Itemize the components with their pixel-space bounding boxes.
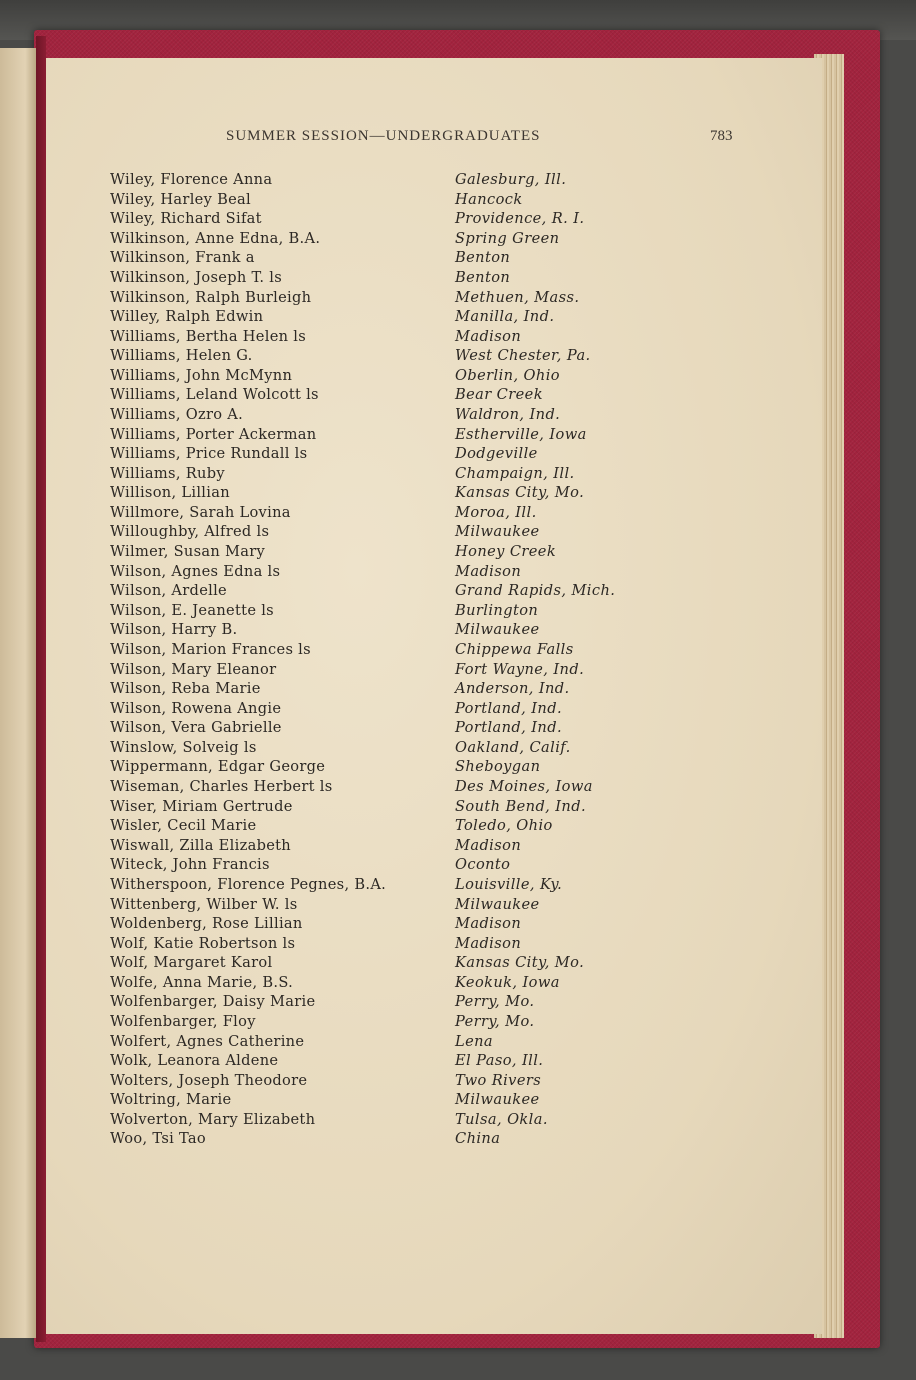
- student-hometown: Milwaukee: [455, 621, 540, 639]
- student-name: Wolverton, Mary Elizabeth: [110, 1110, 316, 1128]
- book-gutter: [36, 36, 46, 1342]
- student-hometown: Madison: [455, 836, 522, 854]
- student-name: Witeck, John Francis: [110, 856, 270, 874]
- student-hometown: Madison: [455, 327, 522, 345]
- student-hometown: South Bend, Ind.: [455, 797, 587, 815]
- student-name: Wiley, Richard Sifat: [110, 210, 262, 228]
- student-name: Wilson, Reba Marie: [110, 680, 261, 698]
- student-name: Wilmer, Susan Mary: [110, 543, 266, 560]
- student-hometown: Madison: [455, 562, 522, 580]
- student-name: Williams, Ozro A.: [110, 406, 244, 423]
- student-name: Williams, Helen G.: [110, 347, 253, 365]
- student-name: Woltring, Marie: [110, 1091, 232, 1109]
- student-hometown: Toledo, Ohio: [455, 817, 553, 835]
- student-hometown: Kansas City, Mo.: [455, 484, 585, 502]
- student-name: Wisler, Cecil Marie: [110, 817, 257, 835]
- student-name: Winslow, Solveig ls: [110, 738, 257, 756]
- student-name: Wolfe, Anna Marie, B.S.: [110, 973, 294, 991]
- student-hometown: El Paso, Ill.: [455, 1052, 544, 1070]
- student-hometown: Tulsa, Okla.: [455, 1110, 548, 1128]
- student-hometown: Madison: [455, 934, 522, 952]
- student-name: Williams, Bertha Helen ls: [110, 327, 307, 345]
- student-name: Wolfert, Agnes Catherine: [110, 1032, 305, 1050]
- student-name: Wiser, Miriam Gertrude: [110, 797, 293, 815]
- student-name: Wilson, Vera Gabrielle: [110, 719, 282, 737]
- student-name: Wilson, Harry B.: [110, 621, 238, 639]
- student-name: Williams, Leland Wolcott ls: [110, 386, 319, 404]
- student-hometown: Hancock: [455, 190, 523, 208]
- running-head: SUMMER SESSION—UNDERGRADUATES: [226, 128, 541, 144]
- student-name: Wilkinson, Joseph T. ls: [110, 268, 283, 286]
- student-name: Wilson, E. Jeanette ls: [110, 601, 274, 619]
- student-name: Willmore, Sarah Lovina: [110, 503, 291, 521]
- student-hometown: Oakland, Calif.: [455, 738, 571, 756]
- student-hometown: China: [455, 1130, 501, 1148]
- student-hometown: Estherville, Iowa: [455, 425, 587, 443]
- student-hometown: Honey Creek: [455, 543, 557, 560]
- student-name: Wiseman, Charles Herbert ls: [110, 778, 333, 795]
- student-name: Wiswall, Zilla Elizabeth: [110, 836, 292, 854]
- student-hometown: Waldron, Ind.: [455, 406, 561, 423]
- student-name: Woo, Tsi Tao: [110, 1130, 207, 1148]
- previous-page-edge: [0, 48, 36, 1338]
- student-hometown: Milwaukee: [455, 1091, 540, 1109]
- student-hometown: Benton: [455, 249, 511, 267]
- student-name: Willoughby, Alfred ls: [110, 523, 270, 541]
- student-hometown: Portland, Ind.: [455, 719, 562, 737]
- student-name: Wittenberg, Wilber W. ls: [110, 895, 298, 913]
- student-name: Wilson, Mary Eleanor: [110, 660, 277, 678]
- student-hometown: Spring Green: [455, 229, 560, 247]
- student-name: Wippermann, Edgar George: [110, 758, 326, 776]
- student-hometown: Benton: [455, 268, 511, 286]
- student-name: Wolf, Margaret Karol: [110, 954, 273, 972]
- student-name: Williams, Ruby: [110, 464, 225, 482]
- student-hometown: Lena: [455, 1032, 494, 1050]
- student-name: Williams, Porter Ackerman: [110, 425, 317, 443]
- student-hometown: Grand Rapids, Mich.: [455, 582, 616, 600]
- student-hometown: Champaign, Ill.: [455, 464, 575, 482]
- student-name: Wolf, Katie Robertson ls: [110, 934, 296, 952]
- student-name: Williams, John McMynn: [110, 366, 293, 384]
- student-name: Wilkinson, Anne Edna, B.A.: [110, 229, 321, 247]
- student-hometown: Perry, Mo.: [455, 993, 535, 1011]
- student-name: Williams, Price Rundall ls: [110, 445, 308, 463]
- student-hometown: Portland, Ind.: [455, 699, 562, 717]
- student-hometown: Chippewa Falls: [455, 640, 574, 658]
- student-hometown: Perry, Mo.: [455, 1012, 535, 1030]
- student-hometown: Anderson, Ind.: [455, 680, 570, 698]
- student-hometown: Galesburg, Ill.: [455, 171, 567, 188]
- student-hometown: Milwaukee: [455, 895, 540, 913]
- student-hometown: Oberlin, Ohio: [455, 366, 560, 384]
- student-hometown: Oconto: [455, 856, 511, 874]
- student-hometown: Moroa, Ill.: [455, 503, 537, 521]
- page-number: 783: [710, 128, 733, 144]
- student-name: Woldenberg, Rose Lillian: [110, 915, 303, 932]
- student-name: Wiley, Florence Anna: [110, 171, 273, 188]
- student-hometown: Burlington: [455, 601, 539, 619]
- student-hometown: Sheboygan: [455, 758, 541, 776]
- student-hometown: Kansas City, Mo.: [455, 954, 585, 972]
- student-name: Wolfenbarger, Daisy Marie: [110, 993, 316, 1011]
- student-hometown: Methuen, Mass.: [455, 288, 580, 306]
- student-hometown: Des Moines, Iowa: [455, 778, 593, 795]
- student-name: Wiley, Harley Beal: [110, 190, 252, 208]
- student-name: Willey, Ralph Edwin: [110, 308, 264, 326]
- student-name: Willison, Lillian: [110, 484, 230, 502]
- student-name: Wilson, Agnes Edna ls: [110, 562, 281, 580]
- student-hometown: Keokuk, Iowa: [455, 973, 560, 991]
- student-name: Witherspoon, Florence Pegnes, B.A.: [110, 875, 387, 893]
- student-hometown: West Chester, Pa.: [455, 347, 591, 365]
- student-name: Wolfenbarger, Floy: [110, 1012, 256, 1030]
- student-hometown: Providence, R. I.: [455, 210, 585, 228]
- student-name: Wilkinson, Frank a: [110, 249, 255, 267]
- student-hometown: Madison: [455, 915, 522, 932]
- student-name: Wolters, Joseph Theodore: [110, 1071, 308, 1089]
- student-hometown: Two Rivers: [455, 1071, 542, 1089]
- student-name: Wilson, Marion Frances ls: [110, 640, 311, 658]
- student-hometown: Milwaukee: [455, 523, 540, 541]
- student-name: Wilson, Rowena Angie: [110, 699, 282, 717]
- student-hometown: Dodgeville: [455, 445, 538, 463]
- student-name: Wilson, Ardelle: [110, 582, 227, 600]
- student-hometown: Louisville, Ky.: [455, 875, 563, 893]
- student-name: Wilkinson, Ralph Burleigh: [110, 288, 312, 306]
- student-hometown: Manilla, Ind.: [455, 308, 555, 326]
- student-name: Wolk, Leanora Aldene: [110, 1052, 279, 1070]
- student-hometown: Fort Wayne, Ind.: [455, 660, 585, 678]
- student-hometown: Bear Creek: [455, 386, 543, 404]
